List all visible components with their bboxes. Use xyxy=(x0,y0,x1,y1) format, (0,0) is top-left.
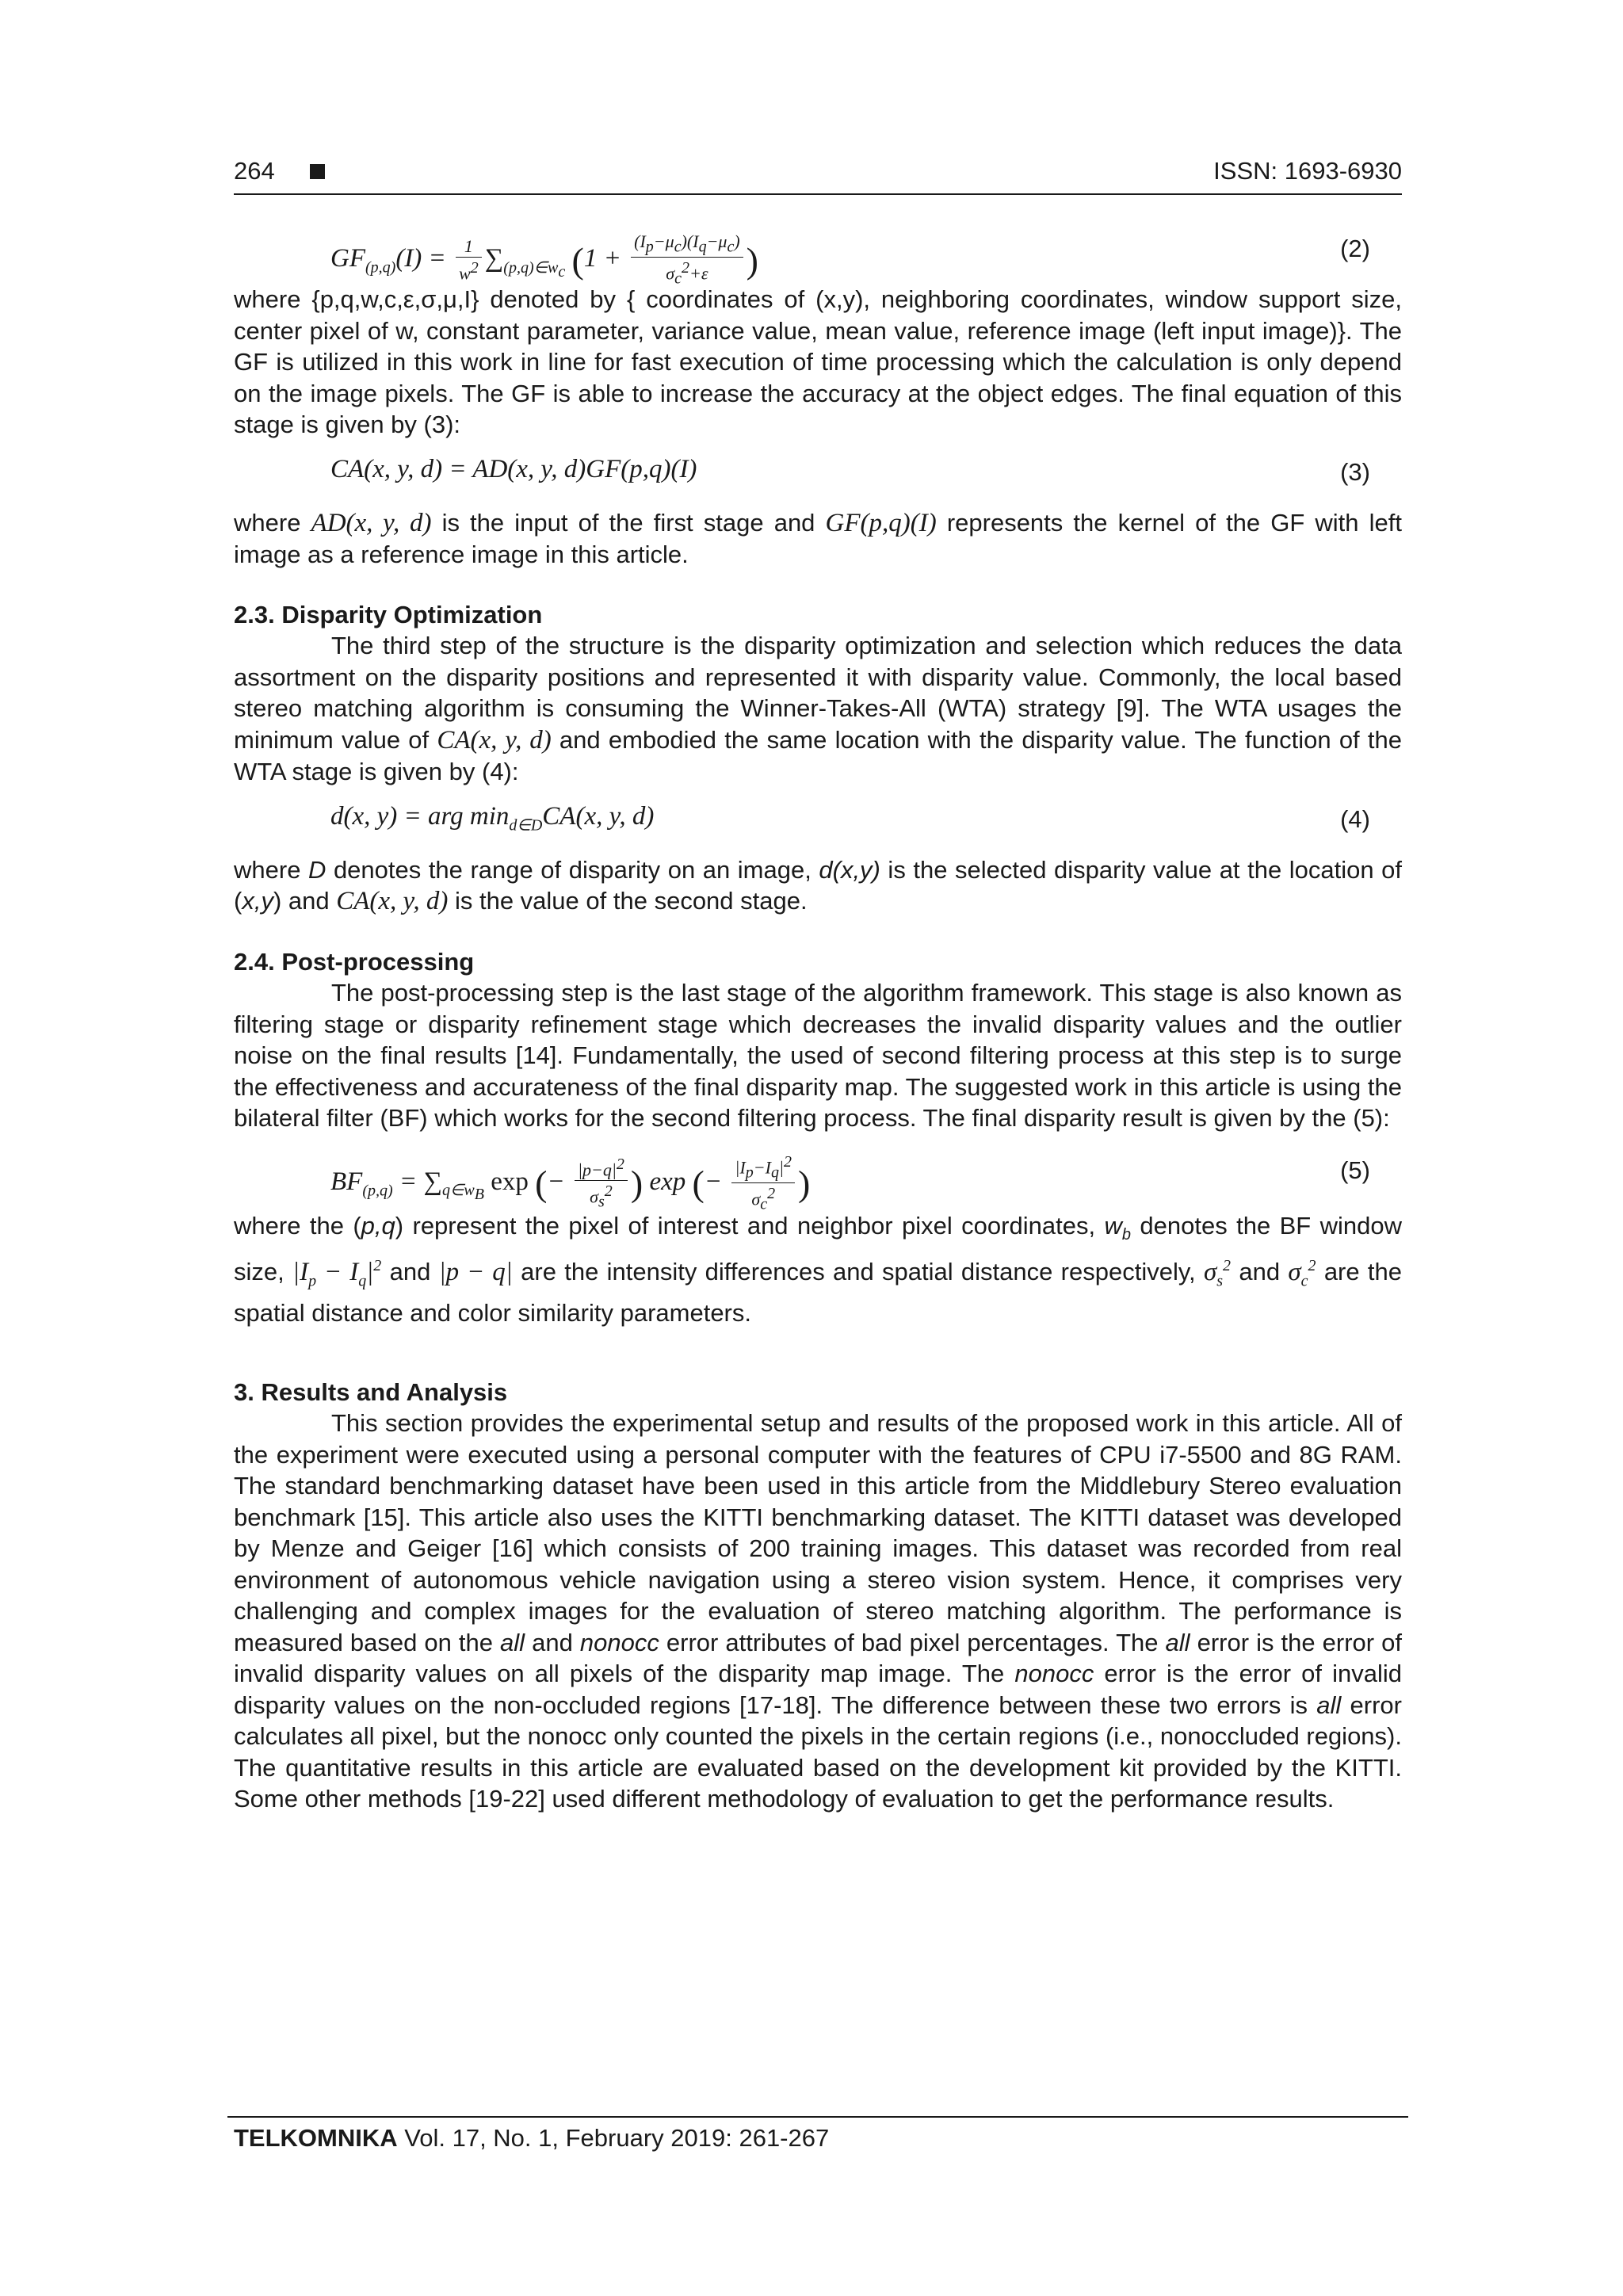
paragraph-gf-definition: where {p,q,w,c,ε,σ,μ,I} denoted by { coordinates of (x,y), neighboring coordinates, window support size, center pixel of w, constant parameter, variance value, mean value, reference image (left input image)}. The GF is utilized in this work in line for fast execution of time processing which the calculation is only depend on the image pixels. The GF is able to increase the accuracy at the object edges. The final equation of this stage is given by (3): xyxy=(234,285,1402,438)
page-number: 264 xyxy=(234,157,275,185)
footer-volume: Vol. 17, No. 1, February 2019: 261-267 xyxy=(397,2124,830,2152)
equation-4: d(x, y) = arg $\min_{d\in D}CA(x$, y, d) (4) xyxy=(330,801,1370,835)
paragraph-post-processing: The post-processing step is the last stage of the algorithm framework. This stage is also known as filtering stage or disparity refinement stage which decreases the invalid disparity values and the outlier noise on the final results [14]. Fundamentally, the used of second filtering process at this step is to surge the effectiveness and accurateness of the final disparity map. The suggested work in this article is using the bilateral filter (BF) which works for the second filtering process. The final disparity result is given by the (5): xyxy=(234,979,1402,1132)
header-square-icon xyxy=(310,164,325,179)
section-2-3-title: 2.3. Disparity Optimization xyxy=(234,600,543,628)
section-2-4-title: 2.4. Post-processing xyxy=(234,947,475,976)
equation-5-number: (5) xyxy=(1340,1156,1370,1184)
equation-3-text: CA(x, y, d) = AD(x, y, d)GF(p,q)(I) xyxy=(330,454,697,483)
equation-3-number: (3) xyxy=(1340,457,1370,486)
paper-page xyxy=(234,151,1402,1815)
equation-3 xyxy=(234,441,1402,507)
issn: ISSN: 1693-6930 xyxy=(1213,157,1402,185)
equation-5: $BF_{(p,q)} = \sum_{q\in w_B}$ exp (− $\frac{|p-q|^2}{\sigma_s^2}$ ) exp (− $\frac{|I_p-I_q|^2}{\sigma_c^2}$ ) (5) xyxy=(330,1152,1370,1213)
page-header xyxy=(234,151,1402,198)
footer-rule xyxy=(227,2116,1408,2118)
equation-4-number: (4) xyxy=(1340,804,1370,833)
paragraph-ad-gf: where AD(x, y, d) is the input of the first stage and GF(p,q)(I) represents the kernel of the GF with left image as a reference image in this article. xyxy=(234,508,1402,568)
page-footer xyxy=(234,2124,1402,2153)
paragraph-disparity-optimization: The third step of the structure is the disparity optimization and selection which reduces the data assortment on the disparity positions and represented it with disparity value. Commonly, the local based stereo matching algorithm is consuming the Winner-Takes-All (WTA) strategy [9]. The WTA usages the minimum value of CA(x, y, d) and embodied the same location with the disparity value. The function of the WTA stage is given by (4): xyxy=(234,632,1402,785)
section-3-title: 3. Results and Analysis xyxy=(234,1377,508,1406)
header-rule xyxy=(234,193,1402,195)
equation-2-number: (2) xyxy=(1340,235,1370,262)
footer-journal: TELKOMNIKA xyxy=(234,2124,398,2152)
equation-2: $GF_{(p,q)}(I)$ = $\frac{1}{w^2}$ $\sum_{(p,q)\in w_c}$ (1 + $\frac{(I_p-\mu_c)(I_q-\mu_c)}{\sigma_c^2+\varepsilon}$ ) (2) xyxy=(330,231,1370,288)
paragraph-wta-definition: where D denotes the range of disparity on an image, d(x,y) is the selected disparity value at the location of (x,y) and CA(x, y, d) is the value of the second stage. xyxy=(234,855,1403,915)
paragraph-results: This section provides the experimental setup and results of the proposed work in this article. All of the experiment were executed using a personal computer with the features of CPU i7-5500 and 8G RAM. The standard benchmarking dataset have been used in this article from the Middlebury Stereo evaluation benchmark [15]. This article also uses the KITTI benchmarking dataset. The KITTI dataset was developed by Menze and Geiger [16] which consists of 200 training images. This dataset was recorded from real environment of autonomous vehicle navigation using a stereo vision system. Hence, it comprises very challenging and complex images for the evaluation of stereo matching algorithm. The performance is measured based on the all and nonocc error attributes of bad pixel percentages. The all error is the error of invalid disparity values on all pixels of the disparity map image. The nonocc error is the error of invalid disparity values on the non-occluded regions [17-18]. The difference between these two errors is all error calculates all pixel, but the nonocc only counted the pixels in the certain regions (i.e., nonoccluded regions). The quantitative results in this article are evaluated based on the development kit provided by the KITTI. Some other methods [19-22] used different methodology of evaluation to get the performance results. xyxy=(234,1409,1402,1813)
paragraph-bf-definition: where the (p,q) represent the pixel of interest and neighbor pixel coordinates, $w_b$ denotes the BF window size, $|I_p - I_q|^2$ and |p − q| are the intensity differences and spatial distance respectively, $\sigma_s^2$ and $\sigma_c^2$ are the spatial distance and color similarity parameters. xyxy=(234,1211,1403,1328)
